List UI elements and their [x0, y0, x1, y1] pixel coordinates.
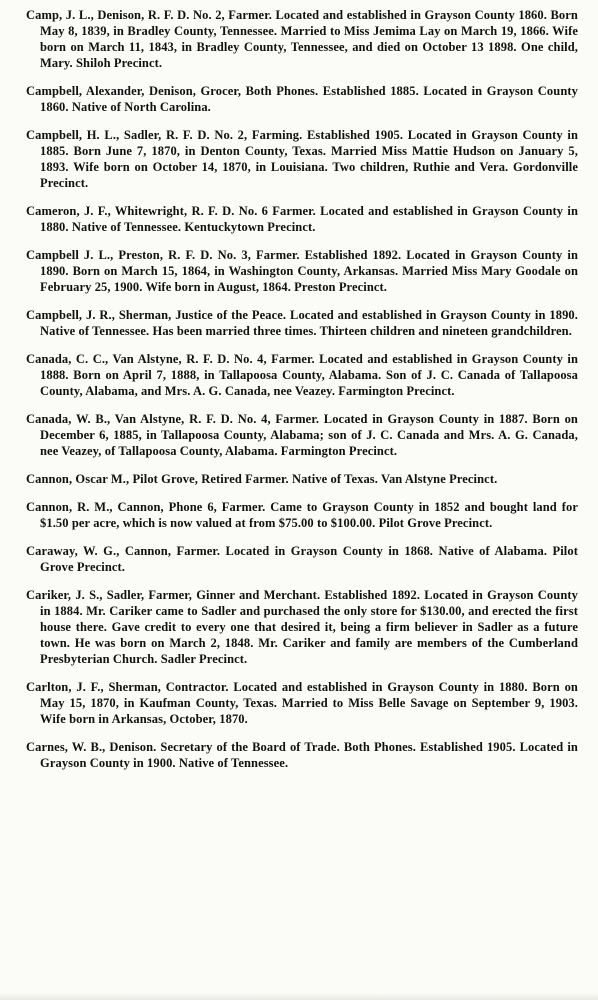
directory-entry-campbell-alexander: Campbell, Alexander, Denison, Grocer, Both Phones. Established 1885. Located in Grayson County 1860. Native of North Carolina. — [26, 84, 578, 114]
page-bottom-edge — [0, 993, 598, 1000]
directory-entry-cariker: Cariker, J. S., Sadler, Farmer, Ginner and Merchant. Established 1892. Located in Grayson County in 1884. Mr. Cariker came to Sadler and purchased the only store for $130.00, and erected the first house there. Gave credit to every one that desired it, being a firm believer in Sadler as a future town. He was born on March 2, 1848. Mr. Cariker and family are members of the Cumberland Presbyterian Church. Sadler Precinct. — [26, 588, 578, 666]
directory-entry-campbell-j-l: Campbell J. L., Preston, R. F. D. No. 3, Farmer. Established 1892. Located in Grayson County in 1890. Born on March 15, 1864, in Washington County, Arkansas. Married Miss Mary Goodale on February 25, 1900. Wife born in August, 1864. Preston Precinct. — [26, 248, 578, 294]
directory-entry-canada-c-c: Canada, C. C., Van Alstyne, R. F. D. No. 4, Farmer. Located and established in Grayson County in 1888. Born on April 7, 1888, in Tallapoosa County, Alabama. Son of J. C. Canada of Tallapoosa County, Alabama, and Mrs. A. G. Canada, nee Veazey. Farmington Precinct. — [26, 352, 578, 398]
directory-entry-campbell-h-l: Campbell, H. L., Sadler, R. F. D. No. 2, Farming. Established 1905. Located in Grayson County in 1885. Born June 7, 1870, in Denton County, Texas. Married Miss Mattie Hudson on January 5, 1893. Wife born on October 14, 1870, in Louisiana. Two children, Ruthie and Vera. Gordonville Precinct. — [26, 128, 578, 190]
directory-entry-canada-w-b: Canada, W. B., Van Alstyne, R. F. D. No. 4, Farmer. Located in Grayson County in 1887. Born on December 6, 1885, in Tallapoosa County, Alabama; son of J. C. Canada and Mrs. A. G. Canada, nee Veazey, of Tallapoosa County, Alabama. Farmington Precinct. — [26, 412, 578, 458]
directory-entry-campbell-j-r: Campbell, J. R., Sherman, Justice of the Peace. Located and established in Grayson County in 1890. Native of Tennessee. Has been married three times. Thirteen children and nineteen grandchildren. — [26, 308, 578, 338]
directory-entry-camp: Camp, J. L., Denison, R. F. D. No. 2, Farmer. Located and established in Grayson County 1860. Born May 8, 1839, in Bradley County, Tennessee. Married to Miss Jemima Lay on March 19, 1866. Wife born on March 11, 1843, in Bradley County, Tennessee, and died on October 13 1898. One child, Mary. Shiloh Precinct. — [26, 8, 578, 70]
directory-entry-cannon-r-m: Cannon, R. M., Cannon, Phone 6, Farmer. Came to Grayson County in 1852 and bought land for $1.50 per acre, which is now valued at from $75.00 to $100.00. Pilot Grove Precinct. — [26, 500, 578, 530]
directory-entry-carnes: Carnes, W. B., Denison. Secretary of the Board of Trade. Both Phones. Established 1905. Located in Grayson County in 1900. Native of Tennessee. — [26, 740, 578, 770]
directory-entry-cameron: Cameron, J. F., Whitewright, R. F. D. No. 6 Farmer. Located and established in Grayson County in 1880. Native of Tennessee. Kentuckytown Precinct. — [26, 204, 578, 234]
directory-entry-cannon-oscar: Cannon, Oscar M., Pilot Grove, Retired Farmer. Native of Texas. Van Alstyne Precinct. — [26, 472, 498, 486]
directory-entry-caraway: Caraway, W. G., Cannon, Farmer. Located in Grayson County in 1868. Native of Alabama. Pilot Grove Precinct. — [26, 544, 578, 574]
directory-entry-carlton: Carlton, J. F., Sherman, Contractor. Located and established in Grayson County in 1880. Born on May 15, 1870, in Kaufman County, Texas. Married to Miss Belle Savage on September 9, 1903. Wife born in Arkansas, October, 1870. — [26, 680, 578, 726]
